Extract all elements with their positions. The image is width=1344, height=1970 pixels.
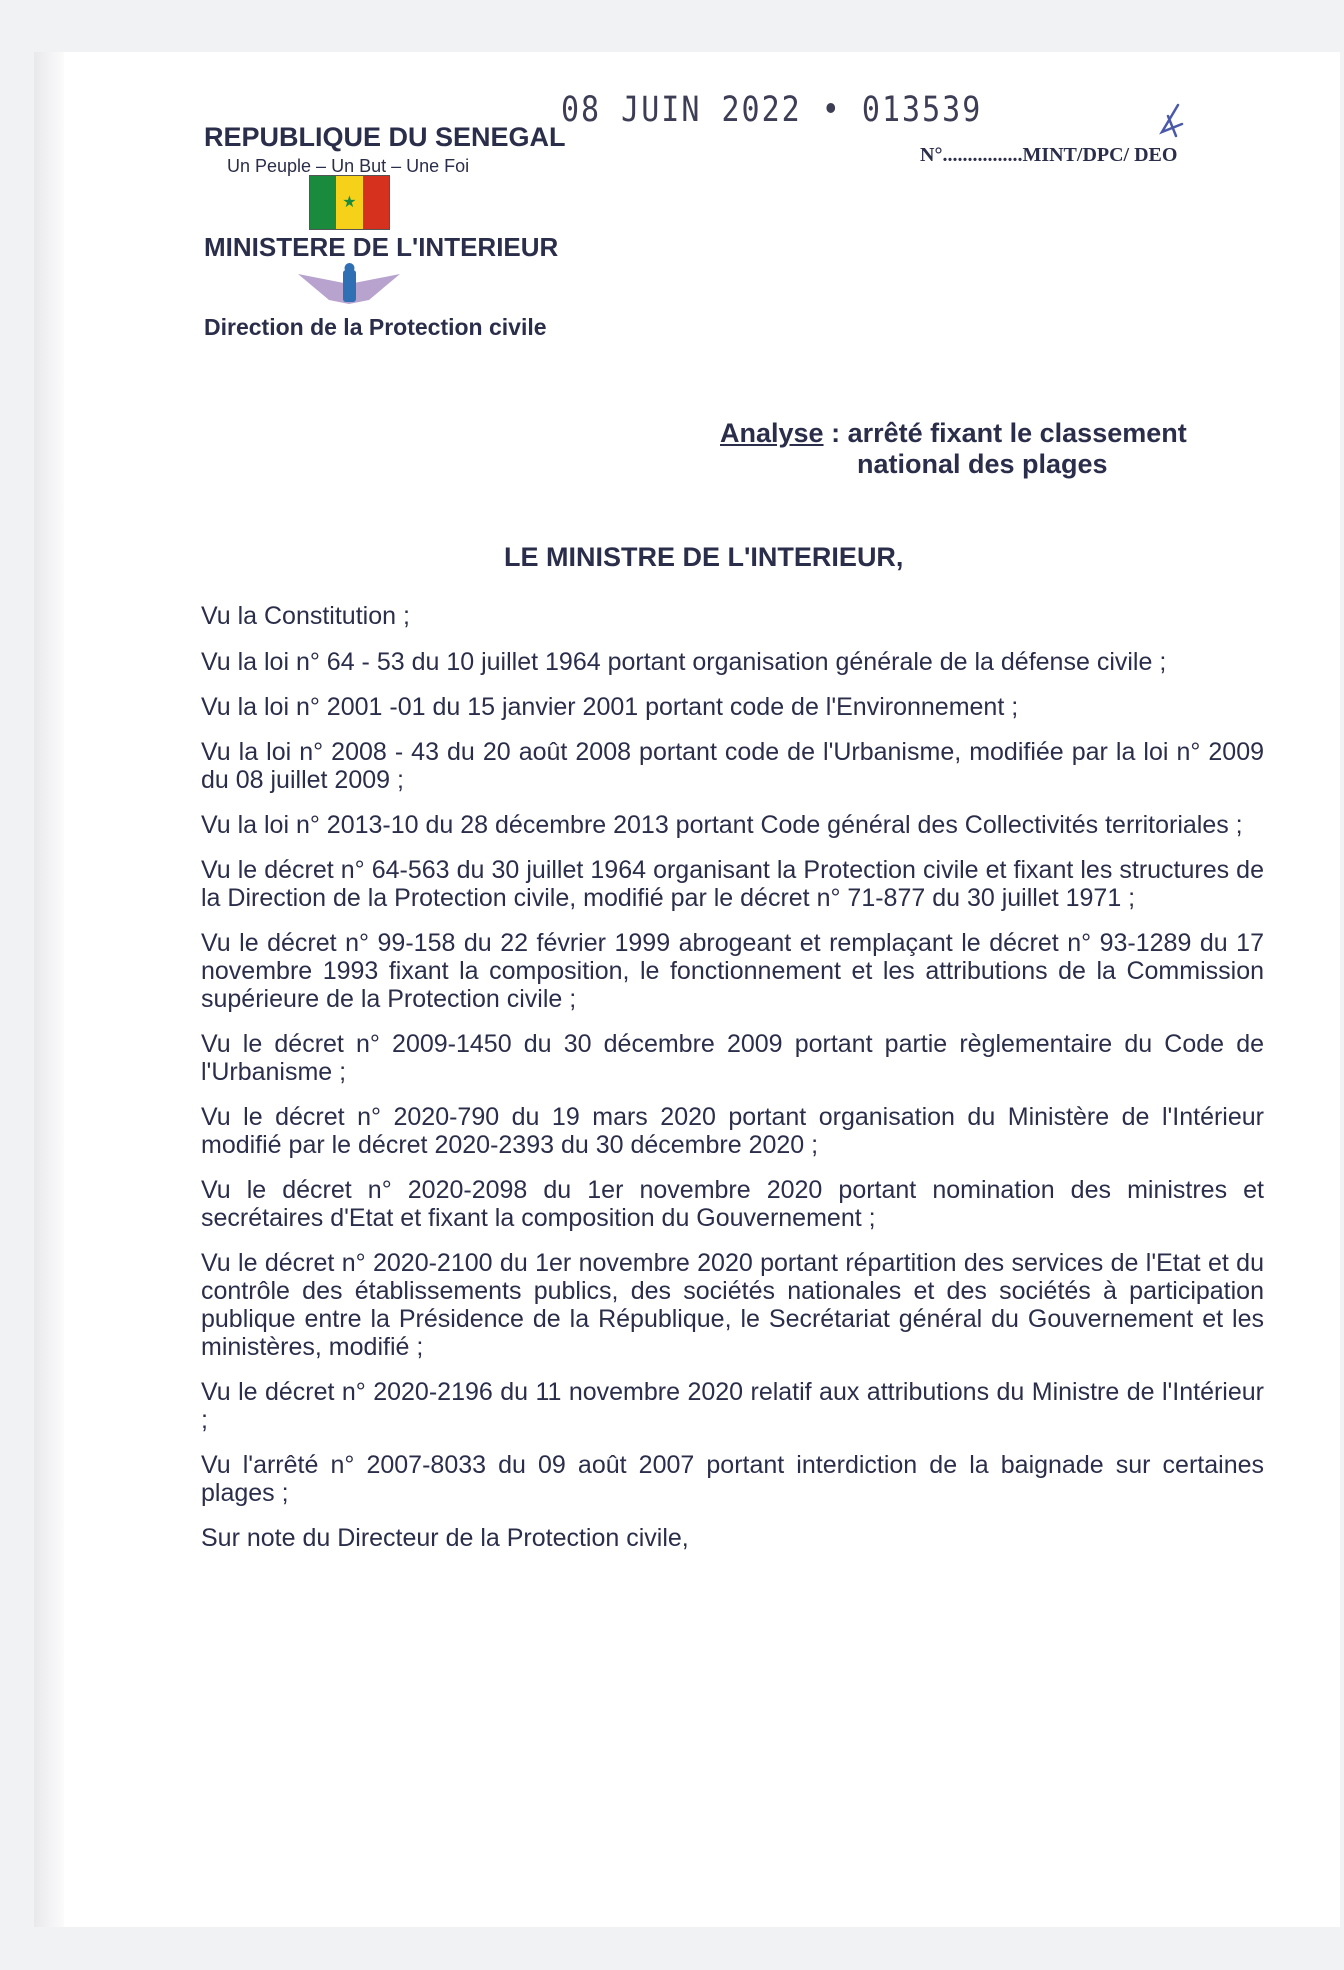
visa-decret-2020-2098: Vu le décret n° 2020-2098 du 1er novembre 2020 portant nomination des ministres et secrétaires d'Etat et fixant la composition du Gouvernement ; [201,1176,1264,1232]
analyse-label: Analyse [720,418,824,448]
visa-decret-2009-1450: Vu le décret n° 2009-1450 du 30 décembre 2009 portant partie règlementaire du Code de l'Urbanisme ; [201,1030,1264,1086]
analyse-line-2: national des plages [857,449,1108,479]
direction-title: Direction de la Protection civile [204,314,547,340]
scan-edge [34,52,64,1927]
analyse-block [720,418,1187,480]
reference-number: N°................MINT/DPC/ DEO [920,144,1178,166]
ministry-title: MINISTERE DE L'INTERIEUR [204,232,559,262]
republic-title: REPUBLIQUE DU SENEGAL [204,122,566,152]
signature-mark-icon [1148,102,1188,142]
visa-loi-2013-10: Vu la loi n° 2013-10 du 28 décembre 2013 portant Code général des Collectivités territoriales ; [201,811,1243,839]
analyse-separator: : [823,418,848,448]
civil-protection-emblem-icon [294,262,404,312]
national-motto: Un Peuple – Un But – Une Foi [227,156,470,176]
visa-decret-99-158: Vu le décret n° 99-158 du 22 février 1999 abrogeant et remplaçant le décret n° 93-1289 du 17 novembre 1993 fixant la composition, le fonctionnement et les attributions de la Commission supérieure de la Protection civile ; [201,929,1264,1013]
registration-stamp: 08 JUIN 2022 • 013539 [561,90,983,131]
visa-constitution: Vu la Constitution ; [201,602,410,630]
visa-loi-64-53: Vu la loi n° 64 - 53 du 10 juillet 1964 portant organisation générale de la défense civile ; [201,648,1167,676]
analyse-line-1: arrêté fixant le classement [847,418,1187,448]
minister-title: LE MINISTRE DE L'INTERIEUR, [504,542,904,572]
visa-decret-2020-2100: Vu le décret n° 2020-2100 du 1er novembre 2020 portant répartition des services de l'Etat et du contrôle des établissements publics, des sociétés nationales et des sociétés à participation publique entre la Présidence de la République, le Secrétariat général du Gouvernement et les ministères, modifié ; [201,1249,1264,1361]
visas-list [201,602,1264,1569]
senegal-flag-icon: ★ [309,175,390,230]
visa-arrete-2007-8033: Vu l'arrêté n° 2007-8033 du 09 août 2007 portant interdiction de la baignade sur certaines plages ; [201,1451,1264,1507]
visa-loi-2008-43: Vu la loi n° 2008 - 43 du 20 août 2008 portant code de l'Urbanisme, modifiée par la loi n° 2009 du 08 juillet 2009 ; [201,738,1264,794]
visa-note-directeur: Sur note du Directeur de la Protection civile, [201,1524,689,1552]
visa-loi-2001-01: Vu la loi n° 2001 -01 du 15 janvier 2001 portant code de l'Environnement ; [201,693,1019,721]
visa-decret-2020-2196: Vu le décret n° 2020-2196 du 11 novembre 2020 relatif aux attributions du Ministre de l'Intérieur ; [201,1378,1264,1434]
visa-decret-2020-790: Vu le décret n° 2020-790 du 19 mars 2020 portant organisation du Ministère de l'Intérieur modifié par le décret 2020-2393 du 30 décembre 2020 ; [201,1103,1264,1159]
visa-decret-64-563: Vu le décret n° 64-563 du 30 juillet 1964 organisant la Protection civile et fixant les structures de la Direction de la Protection civile, modifié par le décret n° 71-877 du 30 juillet 1971 ; [201,856,1264,912]
document-page [34,52,1340,1927]
